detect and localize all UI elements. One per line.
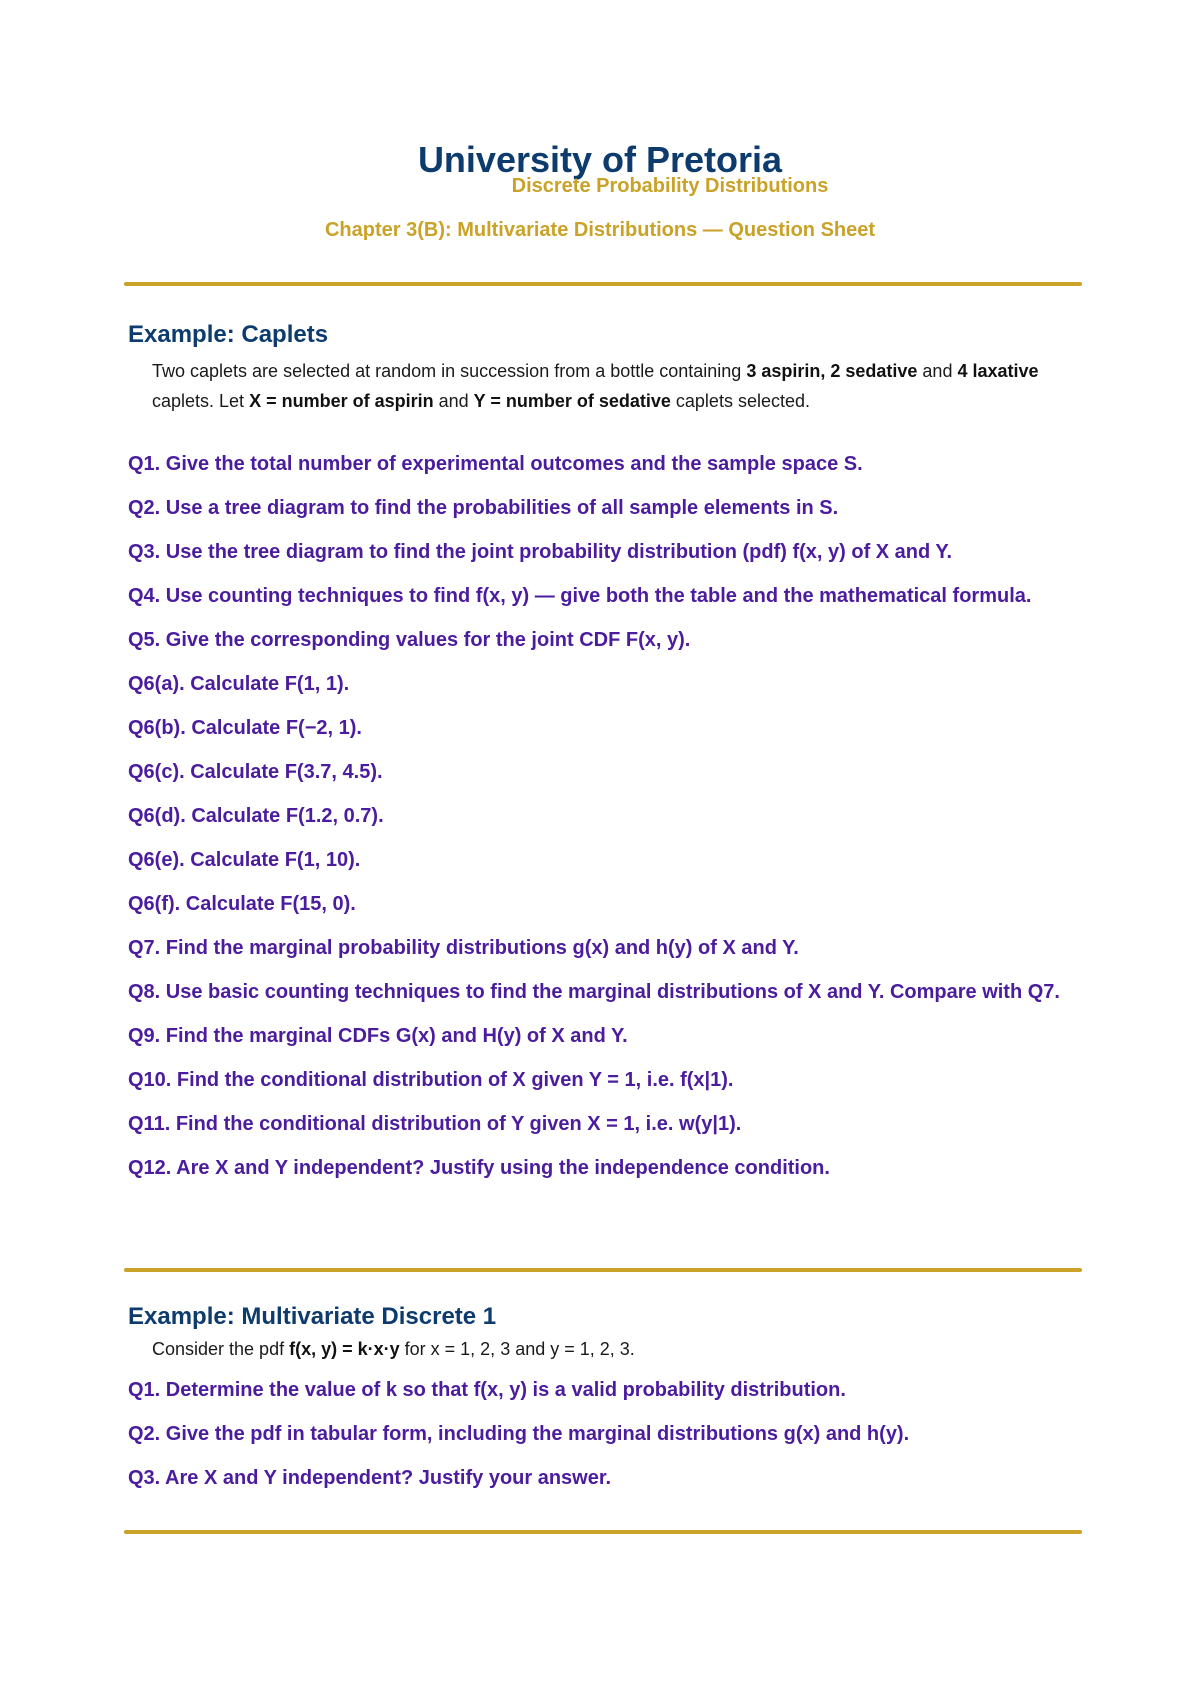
intro-bold: f(x, y) = k·x·y	[289, 1339, 400, 1359]
intro-text: Two caplets are selected at random in succession from a bottle containing	[152, 361, 747, 381]
intro-bold: 3 aspirin, 2 sedative	[746, 361, 918, 381]
question-item: Q5. Give the corresponding values for the joint CDF F(x, y).	[128, 629, 691, 651]
chapter-title: Chapter 3(B): Multivariate Distributions — Question Sheet	[324, 219, 876, 241]
question-item: Q11. Find the conditional distribution of Y given X = 1, i.e. w(y|1).	[128, 1113, 742, 1135]
page-subtitle: Discrete Probability Distributions	[511, 175, 829, 197]
caplets-section	[128, 320, 1088, 1200]
page-header	[0, 0, 1200, 242]
intro-text: Consider the pdf	[152, 1339, 290, 1359]
question-item: Q8. Use basic counting techniques to find the marginal distributions of X and Y. Compare with Q7.	[128, 981, 1060, 1003]
intro-text: for x = 1, 2, 3 and y = 1, 2, 3.	[399, 1339, 635, 1359]
question-item: Q10. Find the conditional distribution of X given Y = 1, i.e. f(x|1).	[128, 1069, 734, 1091]
intro-text: and	[917, 361, 958, 381]
intro-bold: Y = number of sedative	[473, 391, 671, 411]
divider	[124, 1530, 1082, 1534]
question-item: Q6(d). Calculate F(1.2, 0.7).	[128, 805, 384, 827]
question-item: Q12. Are X and Y independent? Justify using the independence condition.	[128, 1157, 830, 1179]
question-item: Q7. Find the marginal probability distributions g(x) and h(y) of X and Y.	[128, 937, 799, 959]
question-item: Q2. Use a tree diagram to find the probabilities of all sample elements in S.	[128, 497, 839, 519]
section-intro	[152, 356, 1088, 416]
intro-text: and	[433, 391, 474, 411]
question-item: Q6(c). Calculate F(3.7, 4.5).	[128, 761, 383, 783]
question-item: Q6(a). Calculate F(1, 1).	[128, 673, 350, 695]
section-intro	[152, 1334, 1088, 1364]
divider	[124, 1268, 1082, 1272]
question-list	[128, 452, 1088, 1180]
multivariate-section	[128, 1302, 1088, 1510]
intro-bold: X = number of aspirin	[249, 391, 434, 411]
question-item: Q9. Find the marginal CDFs G(x) and H(y) of X and Y.	[128, 1025, 628, 1047]
section-heading: Example: Multivariate Discrete 1	[128, 1303, 497, 1330]
question-item: Q6(f). Calculate F(15, 0).	[128, 893, 356, 915]
question-item: Q3. Are X and Y independent? Justify your answer.	[128, 1467, 612, 1489]
intro-text: caplets. Let	[152, 391, 250, 411]
page-title: University of Pretoria	[417, 139, 783, 180]
question-item: Q3. Use the tree diagram to find the joint probability distribution (pdf) f(x, y) of X and Y.	[128, 541, 953, 563]
question-item: Q6(b). Calculate F(−2, 1).	[128, 717, 362, 739]
intro-text: caplets selected.	[670, 391, 810, 411]
section-heading: Example: Caplets	[128, 321, 329, 348]
question-list	[128, 1378, 1088, 1490]
question-item: Q6(e). Calculate F(1, 10).	[128, 849, 361, 871]
divider	[124, 282, 1082, 286]
intro-bold: 4 laxative	[957, 361, 1039, 381]
question-item: Q1. Give the total number of experimental outcomes and the sample space S.	[128, 453, 863, 475]
question-item: Q1. Determine the value of k so that f(x, y) is a valid probability distribution.	[128, 1379, 846, 1401]
question-item: Q2. Give the pdf in tabular form, including the marginal distributions g(x) and h(y).	[128, 1423, 910, 1445]
question-item: Q4. Use counting techniques to find f(x, y) — give both the table and the mathematical formula.	[128, 585, 1032, 607]
